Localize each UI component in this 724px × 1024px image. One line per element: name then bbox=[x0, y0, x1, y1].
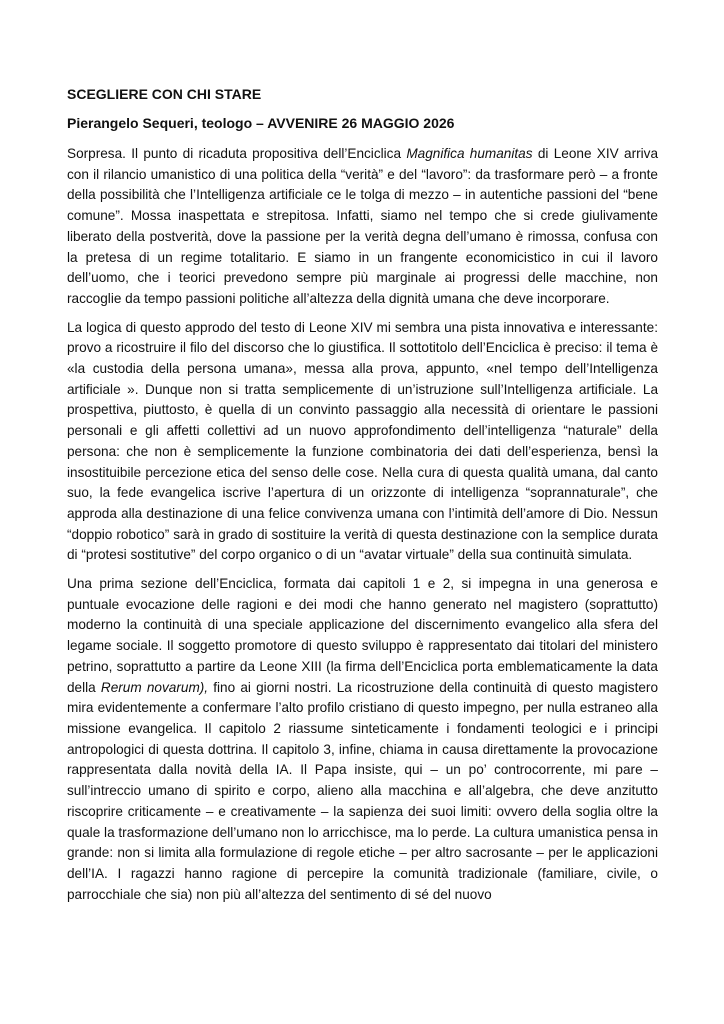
article-byline: Pierangelo Sequeri, teologo – AVVENIRE 26 MAGGIO 2026 bbox=[67, 115, 455, 131]
article-paragraph-3 bbox=[67, 574, 658, 905]
paragraph-text: Sorpresa. Il punto di ricaduta propositiva dell’Enciclica bbox=[67, 146, 407, 161]
article-paragraph-1 bbox=[67, 144, 658, 310]
paragraph-text: di Leone XIV arriva con il rilancio umanistico di una politica della “verità” e del “lavoro”: da trasformare però – a fronte della possibilità che l’Intelligenza artificiale ce le tolga di mezzo – in autentiche passioni del “bene comune”. Mossa inaspettata e strepitosa. Infatti, siamo nel tempo che si crede giulivamente liberato della postverità, dove la passione per la verità degna dell’umano è rimossa, confusa con la pretesa di un regime totalitario. E siamo in un frangente economicistico in cui il lavoro dell’uomo, che i teorici prevedono sempre più marginale ai progressi delle macchine, non raccoglie da tempo passioni politiche all’altezza della dignità umana che deve incorporare. bbox=[67, 146, 658, 306]
paragraph-text: Una prima sezione dell’Enciclica, formata dai capitoli 1 e 2, si impegna in una generosa e puntuale evocazione delle ragioni e dei modi che hanno generato nel magistero (soprattutto) moderno la continuità di una speciale applicazione del discernimento evangelico alla sfera del legame sociale. Il soggetto promotore di questo sviluppo è rappresentato dai titolari del ministero petrino, soprattutto a partire da Leone XIII (la firma dell’Enciclica porta emblematicamente la data della bbox=[67, 576, 658, 695]
paragraph-text: La logica di questo approdo del testo di Leone XIV mi sembra una pista innovativa e interessante: provo a ricostruire il filo del discorso che lo giustifica. Il sottotitolo dell’Enciclica è preciso: il tema è «la custodia della persona umana», messa alla prova, appunto, «nel tempo dell’Intelligenza artificiale ». Dunque non si tratta semplicemente di un’istruzione sull’Intelligenza artificiale. La prospettiva, piuttosto, è quella di un convinto passaggio alla necessità di orientare le passioni personali e gli affetti collettivi ad un nuovo approfondimento dell’intelligenza “naturale” della persona: che non è semplicemente la funzione combinatoria dei dati dell’esperienza, bensì la insostituibile percezione etica del senso delle cose. Nella cura di questa qualità umana, dal canto suo, la fede evangelica iscrive l’apertura di un orizzonte di intelligenza “soprannaturale”, che approda alla destinazione di una felice convivenza umana con l’intimità dell’amore di Dio. Nessun “doppio robotico” sarà in grado di sostituire la verità di questa destinazione con la semplice durata di “protesi sostitutive” del corpo organico o di un “avatar virtuale” della sua continuità simulata. bbox=[67, 319, 658, 563]
article-paragraph-2 bbox=[67, 318, 658, 566]
encyclical-title: Magnifica humanitas bbox=[406, 146, 533, 161]
paragraph-text: fino ai giorni nostri. La ricostruzione della continuità di questo magistero mira evidentemente a confermare l’alto profilo cristiano di questo impegno, per nulla estraneo alla missione evangelica. Il capitolo 2 riassume sinteticamente i fondamenti teologici e i principi antropologici di questa dottrina. Il capitolo 3, infine, chiama in causa direttamente la provocazione rappresentata dalla novità della IA. Il Papa insiste, qui – un po’ controcorrente, mi pare – sull’intreccio umano di spirito e corpo, alieno alla macchina e all’algebra, che deve anzitutto riscoprire criticamente – e creativamente – la sapienza dei suoi limiti: ovvero della soglia oltre la quale la trasformazione dell’umano non lo arricchisce, ma lo perde. La cultura umanistica pensa in grande: non si limita alla formulazione di regole etiche – per altro sacrosante – per le applicazioni dell’IA. I ragazzi hanno ragione di percepire la comunità tradizionale (familiare, civile, o parrocchiale che sia) non più all’altezza del sentimento di sé del nuovo bbox=[67, 679, 659, 902]
article-title: SCEGLIERE CON CHI STARE bbox=[67, 86, 262, 102]
encyclical-title: Rerum novarum), bbox=[100, 679, 209, 695]
